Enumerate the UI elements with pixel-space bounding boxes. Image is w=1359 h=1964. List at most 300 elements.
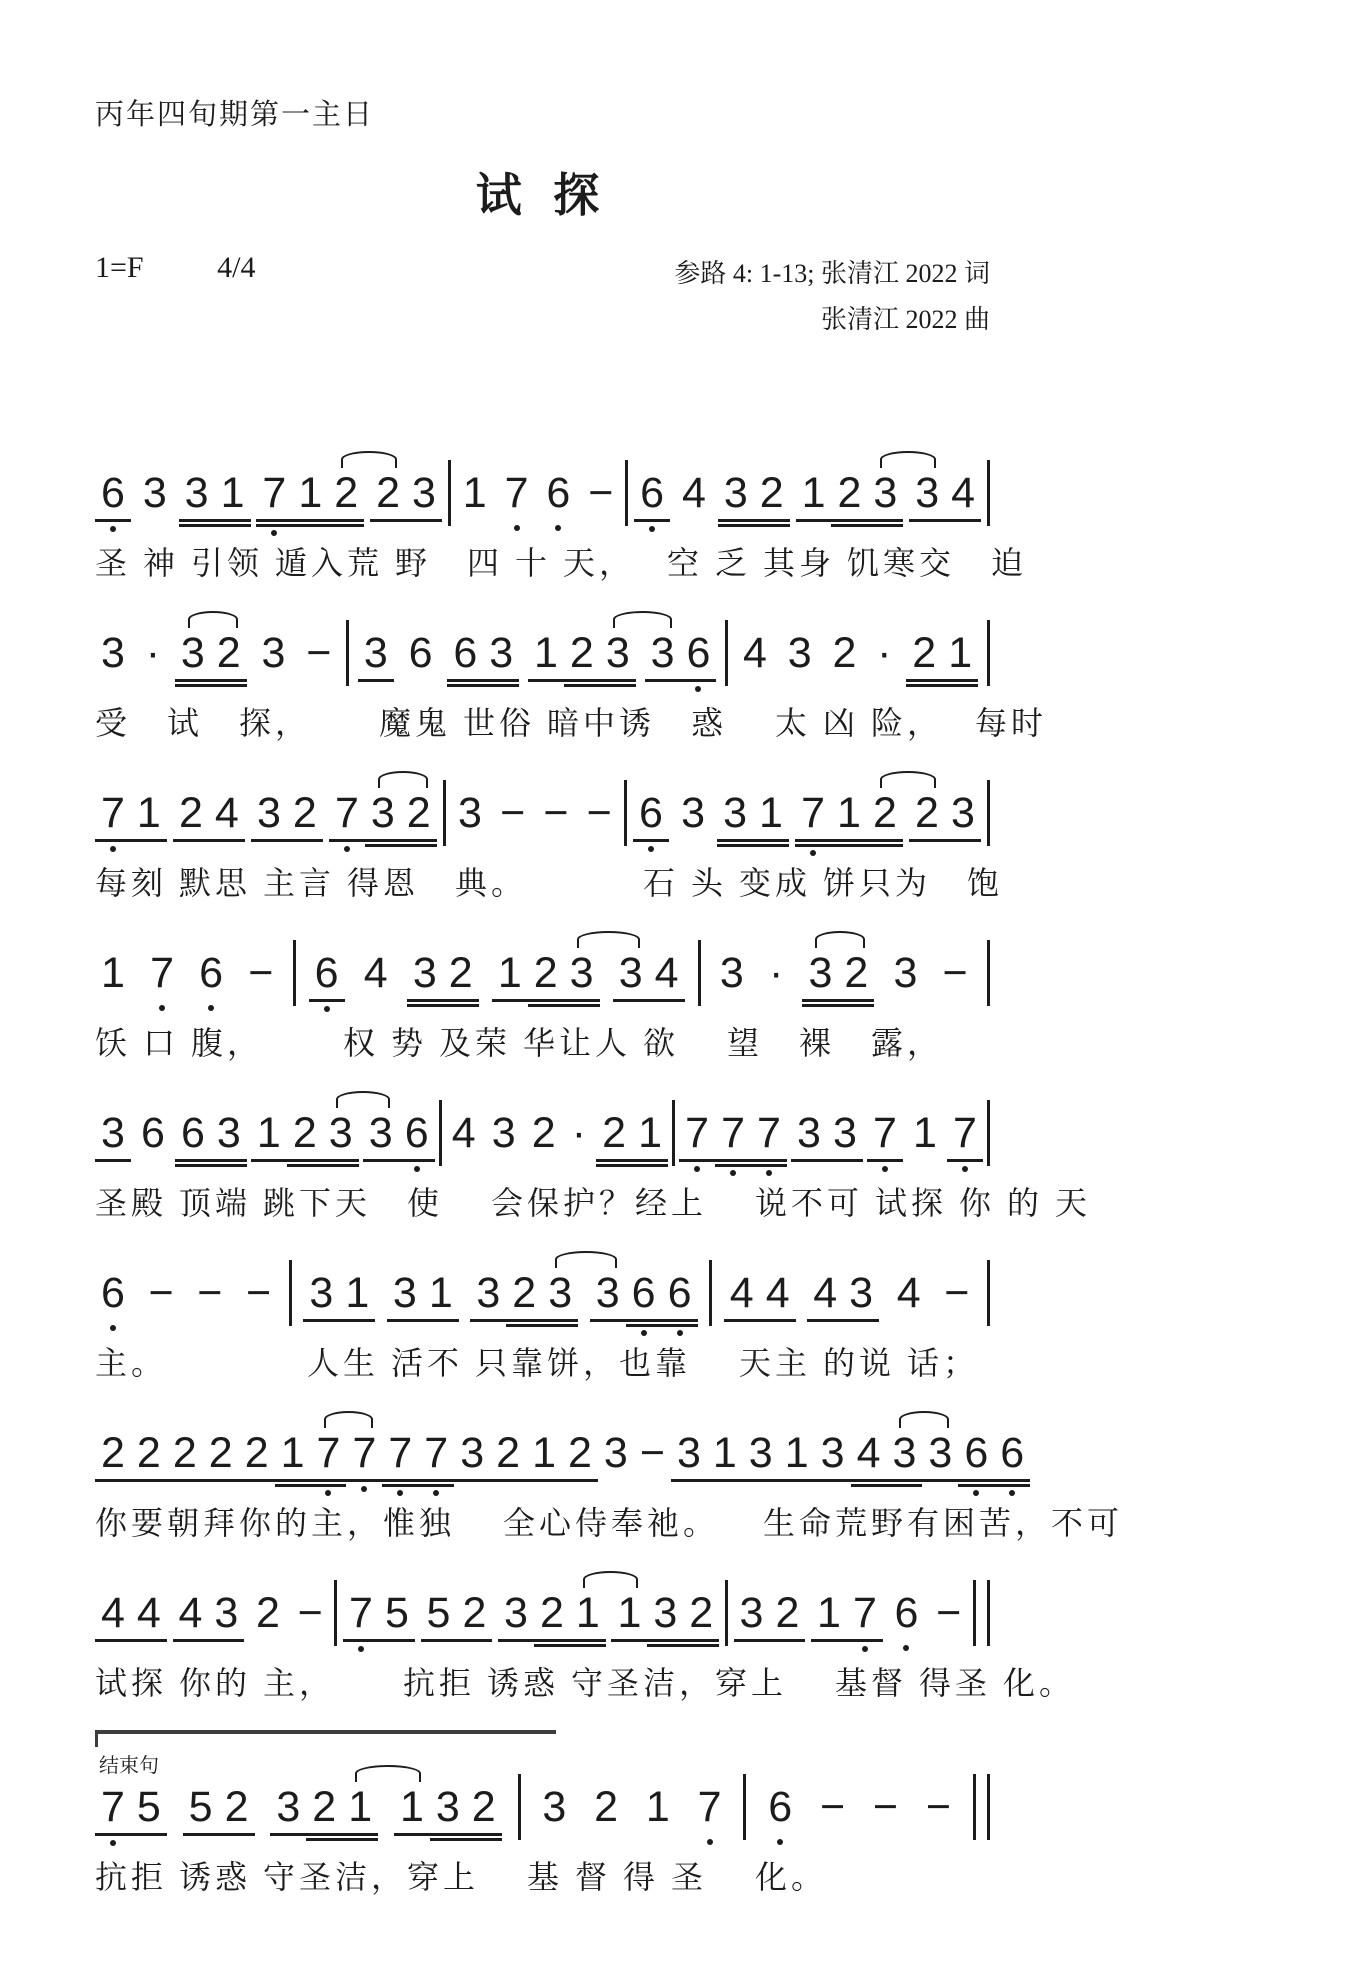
note-group [256,469,364,522]
barline [987,1100,990,1166]
note: 3 [787,629,812,677]
notes-row [95,770,990,846]
note-group [909,789,981,842]
note-group [634,469,670,522]
note-group [887,949,923,999]
note: 1 [215,472,251,522]
note-group [452,789,488,839]
note: 7 [715,1112,751,1162]
note: 3 [827,1112,863,1162]
note: 3 [645,632,681,682]
note: 2 [506,1272,542,1322]
note-group [457,469,493,519]
note: 4 [131,1592,167,1642]
note: 6 [193,952,229,999]
octave-dot [962,1166,968,1172]
note-group [526,1109,562,1159]
note: 3 [743,1432,779,1482]
note: 6 [447,632,483,682]
note: 3 [363,1112,399,1162]
note: 2 [562,1432,598,1482]
note: 3 [909,472,945,522]
octave-dot [862,1646,868,1652]
note: 6 [958,1432,994,1482]
note-group [95,789,167,842]
note: 3 [208,1592,244,1642]
note-group [255,629,291,679]
octave-dot [414,1166,420,1172]
octave-dot [677,1330,683,1336]
octave-dot [344,846,350,852]
note: 2 [531,1109,556,1157]
note: 1 [526,1432,562,1482]
note: 1 [131,792,167,842]
note-group [947,1109,983,1162]
note: · [571,1109,587,1157]
note: 1 [912,1109,937,1157]
note-group [499,469,535,519]
note: 7 [418,1432,454,1482]
note-group [95,1109,131,1162]
note: 5 [183,1786,219,1836]
note-group [95,629,131,679]
note: 3 [483,632,519,682]
note: 7 [751,1112,787,1162]
music-system [95,450,1028,584]
note-group [486,1109,522,1159]
note: 4 [681,469,706,517]
note: 5 [421,1592,457,1642]
note: 2 [490,1432,526,1482]
note-group [179,469,251,522]
barline [709,1260,712,1326]
note: 2 [95,1432,131,1482]
note-group [498,1589,606,1642]
note-group [734,1589,806,1642]
note: 7 [382,1432,418,1482]
slur-tie [577,931,641,948]
barline [624,780,627,846]
slur-tie [555,1251,618,1268]
note: 3 [718,472,754,522]
note: 7 [144,952,180,999]
note-group [191,1269,228,1319]
note: 3 [491,1109,516,1157]
note: 2 [831,472,867,522]
note: 3 [498,1592,534,1642]
note-group [762,1783,798,1833]
note: 3 [734,1592,770,1642]
note-group [137,469,173,519]
slur-tie [613,611,673,628]
notes-row [95,1410,1025,1486]
octave-dot [766,1170,772,1176]
note: 4 [724,1272,760,1322]
note-group [826,629,862,679]
note: 3 [458,789,482,837]
note: 4 [173,1592,209,1642]
note-group [363,1109,435,1162]
note-group [633,789,669,842]
octave-dot [110,1325,116,1331]
ending-label: 结束句 [99,1755,159,1777]
note: 2 [528,952,564,1002]
note: 3 [886,1432,922,1482]
time-signature: 4/4 [217,251,256,284]
note: 1 [339,1272,375,1322]
octave-dot [707,1839,713,1845]
note: 7 [847,1592,883,1642]
barline [672,1100,675,1166]
note-group [358,629,394,682]
note-group [140,629,166,679]
note: 3 [802,952,838,1002]
note-group [303,1269,375,1322]
key-time-signature [95,251,255,285]
octave-dot [777,1839,783,1845]
note: 2 [219,1786,255,1836]
note: 3 [270,1786,306,1836]
note-group [143,1269,180,1319]
note: 4 [649,952,685,1002]
barline [443,780,446,846]
note: 1 [645,1783,670,1831]
note: 2 [466,1786,502,1836]
note-group [382,1429,454,1482]
note-group [581,789,618,839]
note-group [802,949,874,1002]
music-system [95,1730,990,1898]
note-group [528,629,636,682]
barline [518,1774,521,1840]
octave-dot [514,525,520,531]
slur-tie [815,931,866,948]
octave-dot [271,530,277,536]
note: 2 [131,1432,167,1482]
note: 2 [909,792,945,842]
note-group [867,1783,904,1833]
note-group [613,949,685,1002]
note: 3 [365,792,401,842]
note: 3 [95,1112,131,1162]
note: 3 [406,472,442,522]
note-group [407,949,479,1002]
octave-dot [1009,1490,1015,1496]
note: 1 [707,1432,743,1482]
notes-row [95,1250,990,1326]
notes-row [95,450,990,526]
note: 1 [492,952,528,1002]
note-group [796,469,904,522]
note: 3 [590,1272,626,1322]
key-signature: 1=F [95,251,144,284]
note: 3 [261,629,286,677]
notes-row [95,1764,990,1840]
note-group [309,949,345,1002]
barline [987,620,990,686]
note: 3 [613,952,649,1002]
lyrics-line: 饫 口 腹， 权 势 及荣 华让人 欲 望 裸 露， [95,1025,944,1061]
meta-row [95,251,990,342]
note-group [590,1269,698,1322]
octave-dot [324,1006,330,1012]
octave-dot [648,846,654,852]
note: − [819,1783,846,1831]
note: 7 [947,1112,983,1162]
note-group [95,1589,167,1642]
note: 1 [462,469,487,517]
lyrics-line: 抗拒 诱惑 守圣洁，穿上 基 督 得 圣 化。 [95,1859,828,1895]
note: 3 [719,949,744,997]
note-group [807,1269,879,1322]
note: 1 [632,1112,668,1162]
lyrics-line: 圣殿 顶端 跳下天 使 会保护？经上 说不可 试探 你 的 天 [95,1185,1092,1221]
note: 3 [671,1432,707,1482]
note-group [640,1783,676,1833]
credit-music: 张清江 2022 曲 [820,304,990,334]
note: 7 [343,1592,379,1642]
note: − [148,1269,174,1317]
octave-dot [649,526,655,532]
note: 1 [394,1786,430,1836]
note-group [692,1783,728,1833]
note: 3 [454,1432,490,1482]
octave-dot [973,1490,979,1496]
note: 7 [95,792,131,842]
note-group [717,789,789,842]
note-group [394,1783,502,1836]
note: 6 [141,1109,165,1157]
note: 3 [600,632,636,682]
note-group [907,1109,943,1159]
note: − [925,1783,951,1831]
note: − [543,789,569,837]
note: 6 [680,632,716,682]
music-system [95,1570,1076,1704]
note: 2 [564,632,600,682]
barline [725,1580,728,1646]
note: 3 [893,949,918,997]
barline [439,1100,442,1166]
note: 3 [945,792,981,842]
note-group [95,469,131,522]
note: 2 [832,629,857,677]
note: − [942,949,968,997]
note: 3 [387,1272,423,1322]
note-group [242,949,279,999]
note: 2 [173,792,209,842]
note: 7 [679,1112,715,1162]
note: 2 [769,1592,805,1642]
slur-tie [336,1091,391,1108]
note: 2 [683,1592,719,1642]
note: 3 [681,789,705,837]
note-group [239,1429,347,1482]
note: 4 [896,1269,921,1317]
note: 6 [994,1432,1030,1482]
note: 1 [570,1592,606,1642]
note-group [250,1589,286,1639]
credits [674,251,990,342]
note: 6 [626,1272,662,1322]
note: 7 [256,472,292,522]
song-title: 试 探 [475,170,610,221]
note: 2 [594,1783,619,1831]
note: 1 [528,632,564,682]
note: 7 [311,1432,347,1482]
note-group [930,1589,967,1639]
note: 2 [401,792,437,842]
note-group [173,789,245,842]
octave-dot [325,1490,331,1496]
notes-row [95,1090,990,1166]
note: 3 [251,792,287,842]
barline [987,1260,990,1326]
note: 2 [838,952,874,1002]
note-group [795,789,903,842]
note: 1 [811,1592,847,1642]
note-group [329,789,437,842]
note: 2 [867,792,903,842]
note-group [724,1269,796,1322]
slur-tie [899,1411,950,1428]
barline [289,1260,292,1326]
note: 1 [611,1592,647,1642]
octave-dot [358,1646,364,1652]
note: 7 [346,1432,382,1482]
octave-dot [695,686,701,692]
note: 1 [251,1112,287,1162]
barline [743,1774,746,1840]
music-system [95,1410,1124,1544]
note: 1 [942,632,978,682]
note: − [246,1269,272,1317]
slur-tie [378,771,429,788]
octave-dot [110,1840,116,1846]
note: 6 [309,952,345,1002]
note-group [193,949,229,999]
note: 7 [795,792,831,842]
barline [698,940,701,1006]
note-group [526,1429,598,1482]
note-group [346,1429,382,1482]
note: 5 [131,1786,167,1836]
note-group [814,1783,851,1833]
note: 2 [203,1432,239,1482]
octave-dot [810,850,816,856]
note-group [370,469,442,522]
note-group [175,629,247,682]
note: 3 [142,469,167,517]
note: · [877,629,892,677]
note: 3 [647,1592,683,1642]
note-group [718,469,790,522]
note: 3 [358,632,394,682]
note: 2 [239,1432,275,1482]
note: 2 [754,472,790,522]
note: 4 [95,1592,131,1642]
note-group [446,1109,482,1159]
music-system [95,770,1004,904]
note-group [540,469,576,519]
note: − [639,1429,665,1477]
note-group [492,949,600,1002]
octave-dot [397,1490,403,1496]
note-group [679,1109,787,1162]
note-group [891,1269,927,1319]
lyrics-line: 受 试 探， 魔鬼 世俗 暗中诱 惑 太 凶 险， 每时 [95,705,1048,741]
note: 2 [287,792,323,842]
barline [987,940,990,1006]
note: 3 [717,792,753,842]
note: 4 [945,472,981,522]
note: 6 [762,1786,798,1833]
note-group [909,469,981,522]
note: − [588,469,614,517]
octave-dot [730,1170,736,1176]
note-group [611,1589,719,1642]
note: 2 [906,632,942,682]
note: 2 [287,1112,323,1162]
note: 5 [379,1592,415,1642]
note-group [421,1589,493,1642]
note: − [248,949,274,997]
note: 7 [329,792,365,842]
note: 1 [753,792,789,842]
note-group [588,1783,624,1833]
note: 2 [370,472,406,522]
note: 3 [922,1432,958,1482]
note: 3 [470,1272,506,1322]
octave-dot [903,1645,909,1651]
note: 3 [564,952,600,1002]
octave-dot [110,526,116,532]
note: 3 [603,1429,628,1477]
note-group [454,1429,526,1482]
note: − [944,1269,970,1317]
barline [987,780,990,846]
lyrics-line: 圣 神 引领 遁入荒 野 四 十 天， 空 乏 其身 饥寒交 迫 [95,545,1028,581]
note-group [387,1269,459,1322]
note: 3 [843,1272,879,1322]
occasion-heading: 丙年四旬期第一主日 [95,99,375,131]
note-group [938,1269,975,1319]
note-group [566,1109,592,1159]
note-group [645,629,717,682]
note: 6 [408,629,433,677]
note: 2 [167,1432,203,1482]
octave-dot [433,1490,439,1496]
octave-dot [555,525,561,531]
note: 4 [451,1109,476,1157]
slur-tie [880,451,937,468]
note: 2 [328,472,364,522]
note: 6 [634,472,670,522]
note-group [782,629,818,679]
note-group [343,1589,415,1642]
note: − [872,1783,899,1831]
note: 3 [430,1786,466,1836]
note-group [358,949,394,999]
octave-dot [159,1005,165,1011]
note-group [598,1429,634,1479]
note: 6 [889,1592,925,1639]
note-group [871,629,897,679]
note-group [634,1429,671,1479]
note: 7 [499,472,535,519]
note: 4 [851,1432,887,1482]
music-system [95,610,1048,744]
